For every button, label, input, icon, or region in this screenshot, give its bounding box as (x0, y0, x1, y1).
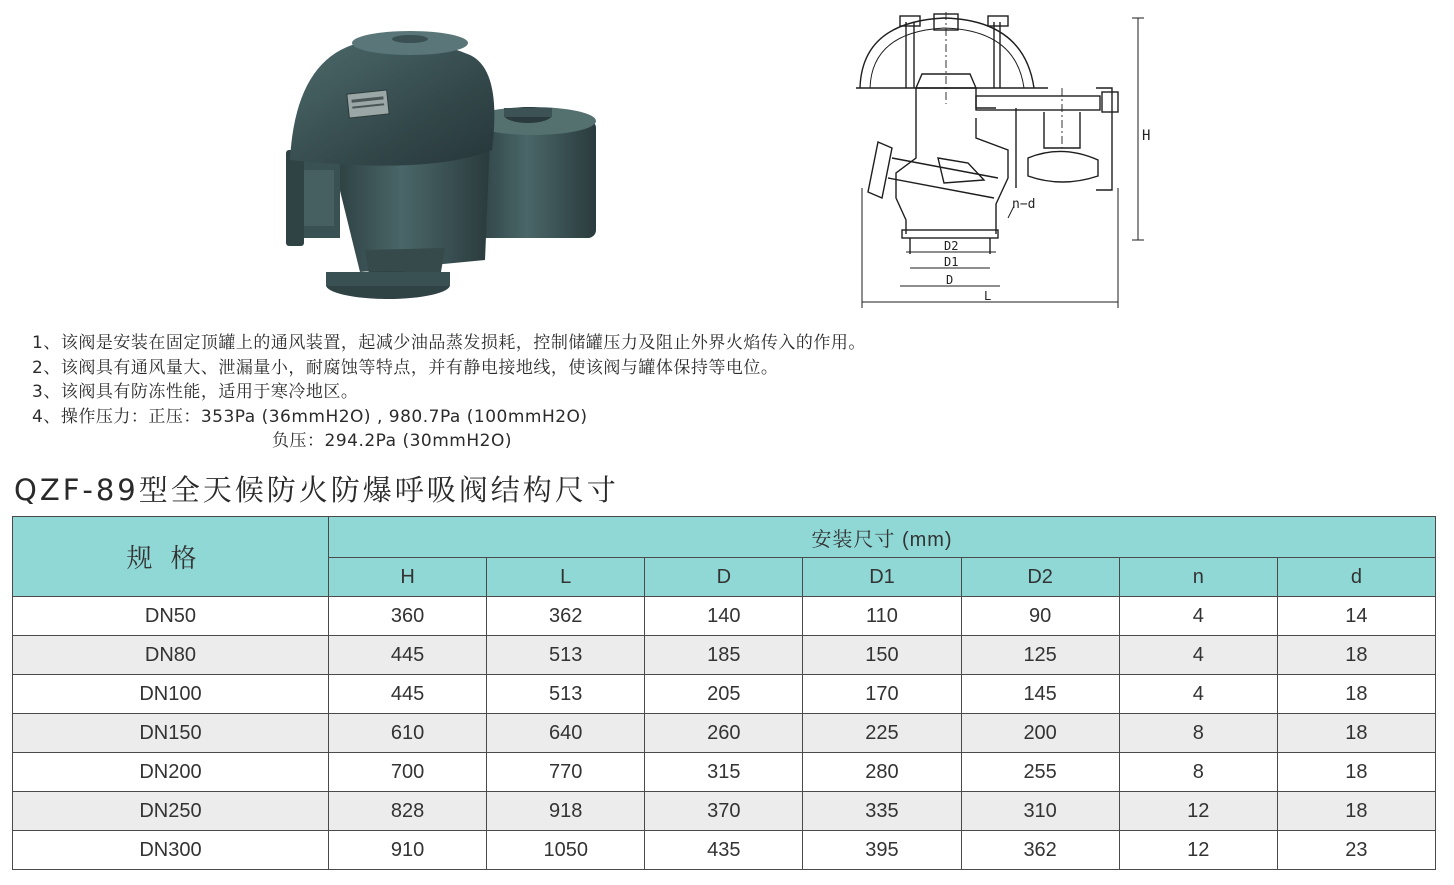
table-row (13, 792, 1436, 831)
value-cell: 280 (803, 753, 961, 792)
spec-cell: DN50 (13, 597, 329, 636)
dimension-table (12, 516, 1436, 870)
value-cell: 513 (487, 636, 645, 675)
value-cell: 260 (645, 714, 803, 753)
value-cell: 90 (961, 597, 1119, 636)
note-line-4: 4、操作压力：正压：353Pa (36mmH2O) , 980.7Pa (100mmH2O) (32, 406, 588, 427)
note-line-3: 3、该阀具有防冻性能，适用于寒冷地区。 (32, 382, 359, 402)
value-cell: 4 (1119, 636, 1277, 675)
value-cell: 435 (645, 831, 803, 870)
value-cell: 18 (1277, 714, 1435, 753)
dim-d2-label: D2 (944, 239, 959, 253)
value-cell: 4 (1119, 675, 1277, 714)
value-cell: 362 (961, 831, 1119, 870)
value-cell: 14 (1277, 597, 1435, 636)
table-row (13, 597, 1436, 636)
column-header-d: d (1277, 558, 1435, 597)
value-cell: 8 (1119, 753, 1277, 792)
value-cell: 185 (645, 636, 803, 675)
spec-cell: DN150 (13, 714, 329, 753)
value-cell: 700 (329, 753, 487, 792)
value-cell: 18 (1277, 675, 1435, 714)
value-cell: 513 (487, 675, 645, 714)
note-line-1: 1、该阀是安装在固定顶罐上的通风装置，起减少油品蒸发损耗，控制储罐压力及阻止外界火焰传入的作用。 (32, 333, 866, 353)
value-cell: 370 (645, 792, 803, 831)
value-cell: 610 (329, 714, 487, 753)
value-cell: 360 (329, 597, 487, 636)
value-cell: 395 (803, 831, 961, 870)
column-header-d2: D2 (961, 558, 1119, 597)
value-cell: 150 (803, 636, 961, 675)
spec-cell: DN200 (13, 753, 329, 792)
table-body (13, 597, 1436, 870)
value-cell: 125 (961, 636, 1119, 675)
column-header-d1: D1 (803, 558, 961, 597)
column-header-h: H (329, 558, 487, 597)
spec-header: 规格 (13, 517, 329, 597)
spec-cell: DN100 (13, 675, 329, 714)
value-cell: 23 (1277, 831, 1435, 870)
value-cell: 770 (487, 753, 645, 792)
value-cell: 110 (803, 597, 961, 636)
note-line-5: 负压：294.2Pa (30mmH2O) (272, 431, 512, 451)
note-line-2: 2、该阀具有通风量大、泄漏量小，耐腐蚀等特点，并有静电接地线，使该阀与罐体保持等电位。 (32, 357, 779, 378)
value-cell: 335 (803, 792, 961, 831)
value-cell: 918 (487, 792, 645, 831)
value-cell: 362 (487, 597, 645, 636)
value-cell: 205 (645, 675, 803, 714)
value-cell: 225 (803, 714, 961, 753)
dim-d-label: D (946, 273, 954, 287)
column-header-n: n (1119, 558, 1277, 597)
table-row (13, 675, 1436, 714)
install-size-header: 安装尺寸 (mm) (329, 517, 1436, 558)
feature-notes (32, 331, 1132, 454)
table-row (13, 831, 1436, 870)
value-cell: 18 (1277, 753, 1435, 792)
spec-cell: DN250 (13, 792, 329, 831)
table-title: QZF-89型全天候防火防爆呼吸阀结构尺寸 (14, 473, 619, 507)
value-cell: 445 (329, 675, 487, 714)
column-header-l: L (487, 558, 645, 597)
value-cell: 18 (1277, 636, 1435, 675)
dim-l-label: L (984, 289, 992, 303)
spec-cell: DN300 (13, 831, 329, 870)
table-row (13, 636, 1436, 675)
value-cell: 255 (961, 753, 1119, 792)
table-row (13, 714, 1436, 753)
value-cell: 310 (961, 792, 1119, 831)
value-cell: 140 (645, 597, 803, 636)
value-cell: 445 (329, 636, 487, 675)
value-cell: 145 (961, 675, 1119, 714)
value-cell: 640 (487, 714, 645, 753)
value-cell: 200 (961, 714, 1119, 753)
value-cell: 4 (1119, 597, 1277, 636)
value-cell: 828 (329, 792, 487, 831)
table-row (13, 753, 1436, 792)
value-cell: 170 (803, 675, 961, 714)
column-header-d: D (645, 558, 803, 597)
dim-h-label: H (1142, 128, 1151, 144)
value-cell: 1050 (487, 831, 645, 870)
value-cell: 8 (1119, 714, 1277, 753)
value-cell: 12 (1119, 792, 1277, 831)
value-cell: 18 (1277, 792, 1435, 831)
value-cell: 315 (645, 753, 803, 792)
spec-cell: DN80 (13, 636, 329, 675)
valve-product-photo (270, 10, 610, 310)
value-cell: 12 (1119, 831, 1277, 870)
dim-nd-label: n−d (1012, 197, 1036, 212)
valve-structure-drawing (848, 8, 1160, 312)
dim-d1-label: D1 (944, 255, 959, 269)
value-cell: 910 (329, 831, 487, 870)
